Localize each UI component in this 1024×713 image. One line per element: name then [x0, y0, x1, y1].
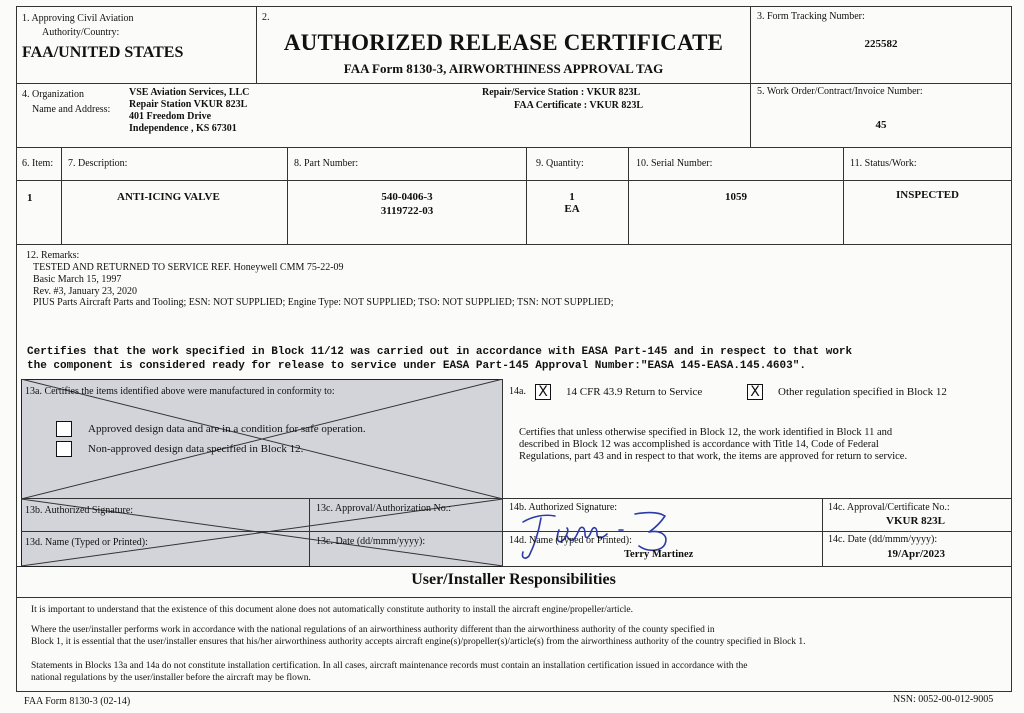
org-name: VSE Aviation Services, LLC [129, 87, 250, 98]
rule [21, 531, 502, 532]
item-description: ANTI-ICING VALVE [117, 191, 220, 203]
nsn-footer: NSN: 0052-00-012-9005 [893, 694, 994, 705]
item-serial: 1059 [725, 191, 747, 203]
easa-statement-line-2: the component is considered ready for release to service under EASA Part-145 Approval Number:"EASA 145-EASA.145.4603". [27, 360, 806, 372]
responsibilities-paragraph-2b: Block 1, it is essential that the user/installer ensures that his/her airworthiness authority accepts aircraft engine(s)/propeller(s)/article(s) from the airworthiness authority of the country specified in Block 1. [31, 637, 806, 647]
rule [502, 379, 503, 567]
org-city: Independence , KS 67301 [129, 123, 237, 134]
rule [16, 147, 1011, 148]
repair-station-number: Repair/Service Station : VKUR 823L [482, 87, 641, 98]
responsibilities-paragraph-3b: national regulations by the user/installer before the aircraft may be flown. [31, 673, 311, 683]
block-13d-label: 13d. Name (Typed or Printed): [25, 537, 148, 548]
rule [16, 180, 1011, 181]
block-14a-option-cfr439: 14 CFR 43.9 Return to Service [566, 386, 703, 398]
block-13c-label: 13c. Approval/Authorization No.: [316, 503, 451, 514]
block-1-authority: FAA/UNITED STATES [22, 44, 184, 61]
rule [16, 597, 1011, 598]
responsibilities-paragraph-2a: Where the user/installer performs work in accordance with the national regulations of an airworthiness authority different than the airworthiness authority of the county specified in [31, 625, 715, 635]
part-number-1: 540-0406-3 [381, 191, 433, 203]
item-unit: EA [564, 203, 580, 215]
remarks-line: TESTED AND RETURNED TO SERVICE REF. Honeywell CMM 75-22-09 [33, 262, 344, 273]
block-13a-option-nonapproved: Non-approved design data specified in Block 12. [88, 443, 304, 455]
rule [16, 244, 1011, 245]
remarks-label: 12. Remarks: [26, 250, 80, 261]
block-14c-label: 14c. Approval/Certificate No.: [828, 502, 950, 513]
block-14b-label: 14b. Authorized Signature: [509, 502, 618, 513]
page-subtitle: FAA Form 8130-3, AIRWORTHINESS APPROVAL TAG [343, 61, 664, 76]
responsibilities-title: User/Installer Responsibilities [411, 571, 616, 588]
item-status: INSPECTED [896, 189, 959, 201]
rule [61, 147, 62, 245]
approval-certificate-number: VKUR 823L [886, 515, 945, 527]
col-header-item: 6. Item: [22, 158, 54, 169]
rule [822, 498, 823, 567]
block-4-label: 4. Organization [22, 89, 85, 100]
remarks-line: Rev. #3, January 23, 2020 [33, 286, 138, 297]
block-13a-checkbox-nonapproved[interactable] [56, 441, 72, 457]
rule [502, 498, 1011, 499]
col-header-quantity: 9. Quantity: [536, 158, 584, 169]
org-street: 401 Freedom Drive [129, 111, 212, 122]
col-header-serial: 10. Serial Number: [636, 158, 713, 169]
col-header-part-number: 8. Part Number: [294, 158, 359, 169]
rule [309, 498, 310, 566]
signer-name: Terry Martinez [624, 549, 694, 560]
work-order-number: 45 [875, 119, 887, 131]
form-tracking-number: 225582 [864, 38, 898, 50]
block-13a-label: 13a. Certifies the items identified above were manufactured in conformity to: [25, 386, 335, 397]
block-14a-checkbox-other[interactable]: X [747, 384, 763, 400]
block-13a-option-approved: Approved design data and are in a condition for safe operation. [88, 423, 366, 435]
block-13a-checkbox-approved[interactable] [56, 421, 72, 437]
col-header-status: 11. Status/Work: [850, 158, 917, 169]
block-1-label-2: Authority/Country: [42, 27, 120, 38]
block-1-label: 1. Approving Civil Aviation [22, 13, 134, 24]
block-14a-label: 14a. [509, 386, 526, 397]
form-id-footer: FAA Form 8130-3 (02-14) [24, 696, 131, 707]
block-14a-option-other: Other regulation specified in Block 12 [778, 386, 947, 398]
item-number: 1 [27, 192, 33, 204]
block-14d-label: 14d. Name (Typed or Printed): [509, 535, 632, 546]
col-header-description: 7. Description: [68, 158, 128, 169]
block-4-label-2: Name and Address: [32, 104, 111, 115]
part-number-2: 3119722-03 [380, 205, 434, 217]
responsibilities-paragraph-1: It is important to understand that the existence of this document alone does not automatically constitute authority to install the aircraft engine/propeller/article. [31, 605, 634, 615]
block-5-label: 5. Work Order/Contract/Invoice Number: [757, 86, 923, 97]
item-quantity: 1 [569, 191, 575, 203]
release-date: 19/Apr/2023 [887, 548, 946, 560]
page-title: AUTHORIZED RELEASE CERTIFICATE [283, 30, 724, 55]
block-14e-label: 14c. Date (dd/mmm/yyyy): [828, 534, 938, 545]
responsibilities-paragraph-3a: Statements in Blocks 13a and 14a do not constitute installation certification. In all cases, aircraft maintenance records must contain an installation certification issued in accordance with the [31, 661, 748, 671]
rule [16, 83, 1011, 84]
block-13b-label: 13b. Authorized Signature: [25, 505, 134, 516]
remarks-line: PIUS Parts Aircraft Parts and Tooling; ESN: NOT SUPPLIED; Engine Type: NOT SUPPLIED; TSO: NOT SUPPLIED; TSN: NOT SUPPLIED; [33, 297, 614, 308]
block-3-label: 3. Form Tracking Number: [757, 11, 865, 22]
block-2-label: 2. [262, 12, 270, 23]
easa-statement-line-1: Certifies that the work specified in Block 11/12 was carried out in accordance with EASA Part-145 and in respect to that work [27, 346, 853, 358]
block-14a-checkbox-cfr439[interactable]: X [535, 384, 551, 400]
remarks-line: Basic March 15, 1997 [33, 274, 122, 285]
org-repair-station: Repair Station VKUR 823L [129, 99, 248, 110]
block-14a-statement: Certifies that unless otherwise specified in Block 12, the work identified in Block 11 and described in Block 12 was accomplished is accordance with Title 14, Code of Federal Regulations, part 43 and in respect to that work, the items are approved for return to service. [519, 427, 908, 462]
rule [21, 498, 502, 499]
block-13e-label: 13c. Date (dd/mmm/yyyy): [316, 536, 426, 547]
faa-certificate-number: FAA Certificate : VKUR 823L [514, 100, 644, 111]
